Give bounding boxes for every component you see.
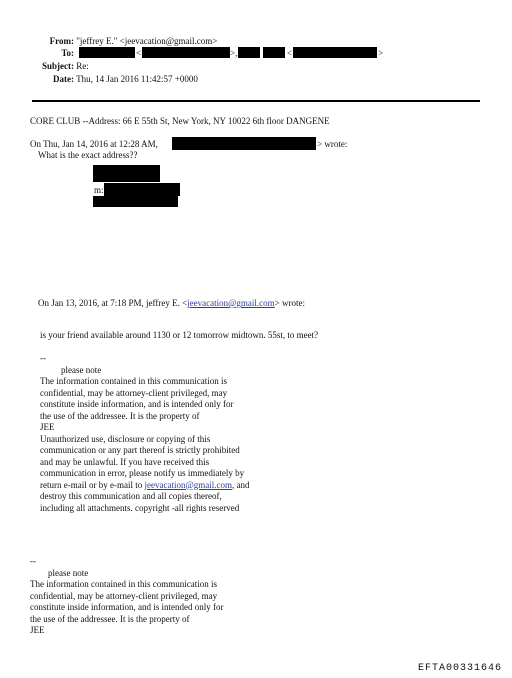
- redacted-to-email: [142, 47, 230, 58]
- jeevacation-link-2[interactable]: jeevacation@gmail.com: [144, 479, 232, 490]
- redacted-signature-1: [93, 165, 160, 182]
- return-suffix: , and: [231, 479, 250, 490]
- to-lt-2: <: [287, 48, 293, 58]
- subject-label: Subject:: [42, 61, 74, 71]
- question-line: What is the exact address??: [38, 150, 138, 160]
- redacted-to-email-2: [293, 47, 377, 58]
- on-jan13-prefix: On Jan 13, 2016, at 7:18 PM, jeffrey E. <: [38, 298, 188, 308]
- subject-row: [40, 60, 89, 72]
- inner-line: destroy this communication and all copies thereof,: [40, 491, 222, 501]
- jeevacation-link-1[interactable]: jeevacation@gmail.com: [187, 298, 275, 308]
- date-row: [40, 73, 198, 85]
- inner-line: communication or any part thereof is strictly prohibited: [40, 445, 240, 455]
- inner-line: the use of the addressee. It is the property of: [40, 410, 200, 421]
- inner-line: The information contained in this communication is: [40, 376, 227, 386]
- on-thu-prefix: On Thu, Jan 14, 2016 at 12:28 AM,: [30, 139, 158, 149]
- redacted-signature-2: [104, 183, 180, 196]
- to-label: To:: [61, 48, 74, 58]
- redacted-sender-thu: [172, 137, 316, 150]
- to-lt-1: <: [136, 48, 142, 58]
- inner-return-line: [40, 480, 249, 492]
- outer-line: the use of the addressee. It is the property of: [30, 613, 190, 624]
- m-label: m:: [94, 185, 104, 195]
- from-value: "jeffrey E." <jeevacation@gmail.com>: [76, 36, 218, 46]
- inner-line: communication in error, please notify us immediately by: [40, 468, 245, 478]
- document-id: EFTA00331646: [417, 663, 502, 674]
- redacted-signature-3: [93, 196, 178, 207]
- friend-line: is your friend available around 1130 or 12 tomorrow midtown. 55st, to meet?: [40, 330, 319, 340]
- on-thu-suffix: > wrote:: [317, 139, 348, 149]
- to-row: [40, 47, 74, 59]
- inner-line: JEE: [40, 422, 55, 432]
- to-gt: >: [378, 48, 384, 58]
- redacted-to-name: [79, 47, 135, 58]
- return-prefix: return e-mail or by e-mail to: [40, 479, 145, 490]
- inner-line: including all attachments. copyright -all rights reserved: [40, 502, 240, 513]
- inner-line: constitute inside information, and is intended only for: [40, 399, 234, 409]
- core-club-line: CORE CLUB --Address: 66 E 55th St, New York, NY 10022 6th floor DANGENE: [30, 116, 330, 126]
- outer-please-note: please note: [48, 567, 89, 578]
- inner-please-note: please note: [61, 364, 102, 375]
- date-value: Thu, 14 Jan 2016 11:42:57 +0000: [76, 74, 198, 84]
- inner-line: confidential, may be attorney-client privileged, may: [40, 387, 228, 398]
- outer-dashes: --: [30, 556, 36, 566]
- on-jan13-suffix: > wrote:: [274, 298, 305, 308]
- outer-line: JEE: [30, 625, 45, 635]
- inner-line: Unauthorized use, disclosure or copying of this: [40, 433, 211, 444]
- outer-signature: [30, 556, 223, 637]
- inner-line: and may be unlawful. If you have received this: [40, 456, 210, 467]
- redacted-to-name-2: [238, 47, 260, 58]
- header-divider: [32, 100, 480, 102]
- redacted-to-name-3: [263, 47, 285, 58]
- outer-line: The information contained in this communication is: [30, 579, 217, 589]
- outer-line: constitute inside information, and is intended only for: [30, 602, 224, 612]
- to-gt-comma: >,: [230, 48, 238, 58]
- inner-dashes: --: [40, 353, 46, 363]
- from-row: [40, 35, 217, 47]
- inner-signature: [40, 353, 249, 514]
- date-label: Date:: [53, 74, 74, 84]
- outer-line: confidential, may be attorney-client privileged, may: [30, 590, 218, 601]
- on-jan13-line: [38, 298, 305, 310]
- from-label: From:: [49, 36, 74, 46]
- subject-value: Re:: [76, 61, 89, 71]
